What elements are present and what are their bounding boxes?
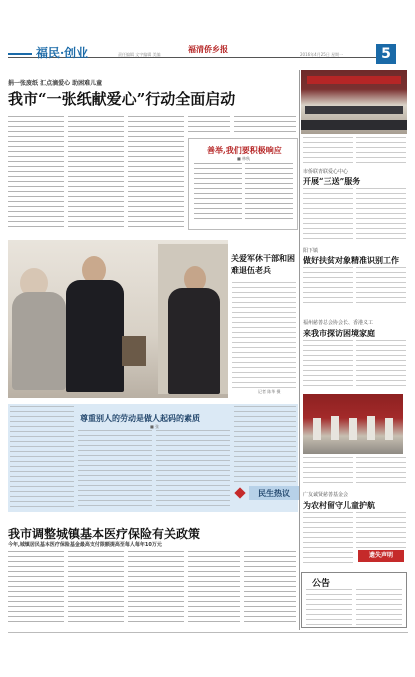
header-date: 2016年4月25日 星期一 bbox=[300, 52, 344, 57]
photo-banner bbox=[307, 76, 401, 84]
right-text-1a bbox=[303, 188, 353, 240]
policy-column-3 bbox=[128, 551, 184, 623]
photo-credit: 记者 陈华 摄 bbox=[258, 389, 281, 394]
column-box-text-4 bbox=[234, 406, 296, 484]
photo-frame bbox=[122, 336, 146, 366]
photo-dancer-3 bbox=[349, 418, 357, 440]
photo-dancer-2 bbox=[331, 416, 339, 440]
section-title: 福民·创业 bbox=[8, 44, 118, 61]
feature-text-1 bbox=[194, 163, 242, 223]
header-meta-left: 责任编辑 文字编辑 美编 bbox=[118, 52, 161, 57]
photo-person-body-2 bbox=[66, 280, 124, 392]
page-number: 5 bbox=[376, 44, 396, 64]
policy-subhead: 今年,城镇居民基本医疗保险基金最高支付限额提高至每人每年10万元 bbox=[8, 542, 162, 548]
lead-column-2 bbox=[68, 116, 124, 228]
feature-box bbox=[188, 138, 298, 230]
notice-tag: 遗失声明 bbox=[358, 550, 404, 562]
column-box-stamp: 民生热议 bbox=[249, 486, 299, 500]
column-box-title: 尊重别人的劳动是做人起码的素质 bbox=[80, 413, 200, 423]
right-text-5b bbox=[356, 512, 406, 548]
right-text-2a bbox=[303, 267, 353, 307]
right-kicker-1: 市侨联青联爱心中心 bbox=[303, 169, 349, 175]
column-box-byline: ■ 张 bbox=[150, 424, 160, 429]
right-text-0a bbox=[303, 137, 353, 165]
feature-title: 善举,我们要积极响应 bbox=[207, 145, 282, 155]
right-title-1: 开展“三送”服务 bbox=[303, 176, 361, 186]
photo-dancer-5 bbox=[385, 418, 393, 440]
notice-text-a bbox=[306, 589, 352, 625]
photo-caption-text bbox=[232, 282, 296, 388]
right-text-2b bbox=[356, 267, 406, 307]
photo-crowd-row-1 bbox=[305, 106, 403, 114]
right-title-2: 做好扶贫对象精准识别工作 bbox=[303, 255, 399, 265]
news-photo-veterans bbox=[8, 240, 228, 398]
photo-dancer-1 bbox=[313, 418, 321, 440]
policy-column-1 bbox=[8, 551, 64, 623]
policy-column-4 bbox=[188, 551, 240, 623]
feature-byline: ■ 林秋 bbox=[237, 156, 251, 161]
lead-column-4 bbox=[188, 116, 230, 136]
policy-column-5 bbox=[244, 551, 296, 623]
photo-crowd-row-2 bbox=[301, 120, 407, 130]
news-photo-meeting bbox=[301, 70, 407, 134]
photo-caption: 关爱军休干部和困难退伍老兵 bbox=[231, 253, 295, 275]
feature-text-2 bbox=[245, 163, 293, 223]
right-kicker-3: 福州慈善总会协会长、香港义工 bbox=[303, 320, 374, 326]
right-text-4a bbox=[303, 457, 353, 483]
right-text-5a bbox=[303, 512, 353, 564]
right-text-1b bbox=[356, 188, 406, 240]
footer-rule bbox=[8, 632, 408, 633]
news-photo-performance bbox=[303, 394, 403, 454]
right-title-3: 来我市探访困境家庭 bbox=[303, 328, 375, 338]
lead-column-1 bbox=[8, 116, 64, 228]
right-text-0b bbox=[356, 137, 406, 165]
notice-title: 公告 bbox=[312, 579, 331, 589]
lead-kicker: 捐一张废纸 汇点滴爱心 助困难儿童 bbox=[8, 80, 103, 87]
photo-dancer-4 bbox=[367, 416, 375, 440]
right-text-3a bbox=[303, 340, 353, 390]
lead-headline: 我市“一张纸献爱心”行动全面启动 bbox=[8, 90, 236, 108]
column-box-text-3 bbox=[156, 430, 230, 508]
column-box-text-1 bbox=[10, 406, 74, 510]
lead-column-5 bbox=[234, 116, 296, 136]
policy-headline: 我市调整城镇基本医疗保险有关政策 bbox=[8, 527, 201, 541]
right-title-4: 为农村留守儿童护航 bbox=[303, 500, 375, 510]
right-text-4b bbox=[356, 457, 406, 483]
masthead: 福清侨乡报 bbox=[188, 44, 228, 54]
photo-person-body-3 bbox=[168, 288, 220, 394]
policy-column-2 bbox=[68, 551, 124, 623]
column-divider bbox=[299, 70, 300, 630]
notice-text-b bbox=[356, 589, 402, 625]
right-text-3b bbox=[356, 340, 406, 390]
right-kicker-4: 广友诚贤慈善基金会 bbox=[303, 492, 349, 498]
notice-box bbox=[301, 572, 407, 628]
column-box-text-2 bbox=[78, 430, 152, 508]
right-kicker-2: 阳下镇 bbox=[303, 248, 319, 254]
lead-column-3 bbox=[128, 116, 184, 228]
photo-person-body-1 bbox=[12, 292, 66, 390]
